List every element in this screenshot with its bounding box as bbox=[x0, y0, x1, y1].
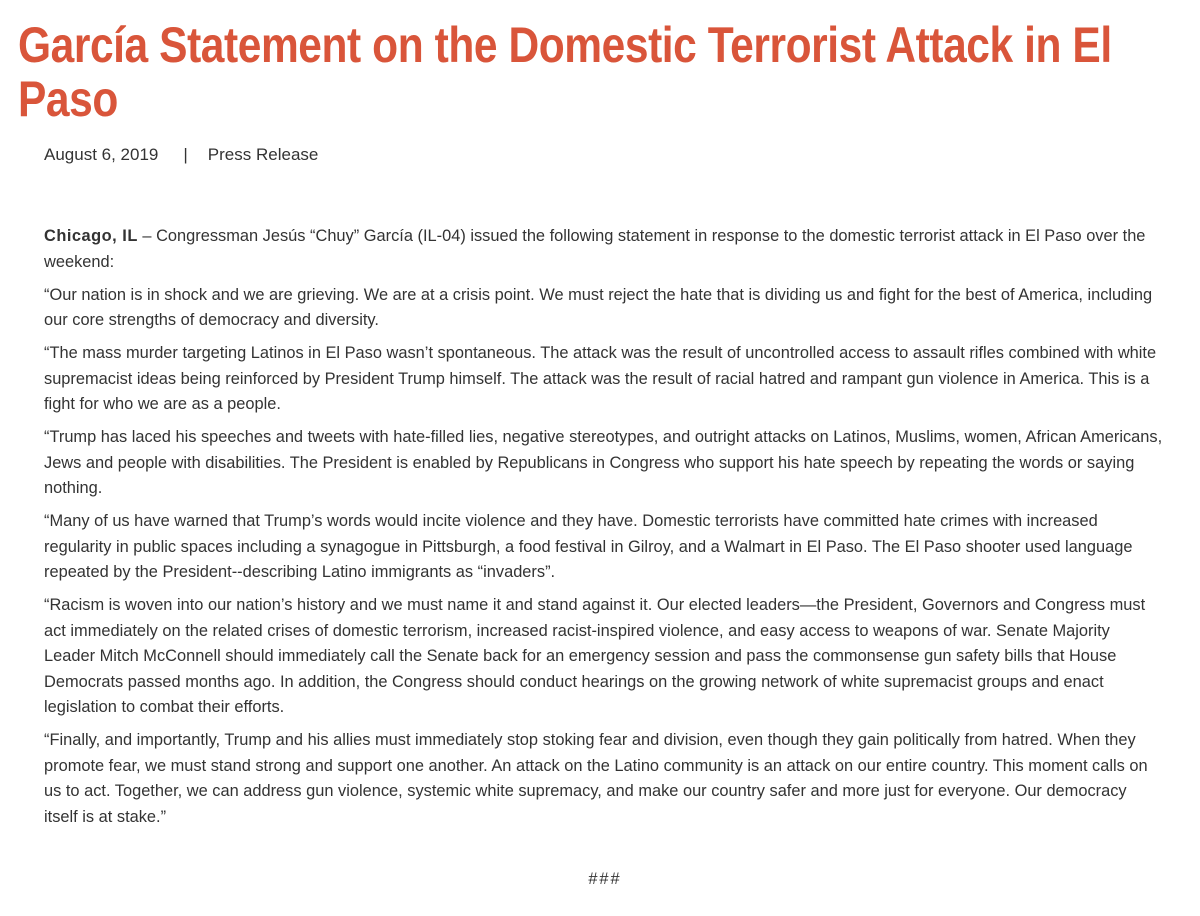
article-body bbox=[44, 224, 1164, 838]
meta-separator: | bbox=[183, 145, 188, 164]
body-paragraph: “Our nation is in shock and we are grieving. We are at a crisis point. We must reject the hate that is dividing us and fight for the best of America, including our core strengths of democracy and diversity. bbox=[44, 285, 1153, 329]
body-paragraph: “Trump has laced his speeches and tweets with hate-filled lies, negative stereotypes, and outright attacks on Latinos, Muslims, women, African Americans, Jews and people with disabilities. The President is enabled by Republicans in Congress who support his hate speech by repeating the words or saying nothing. bbox=[44, 428, 1163, 497]
article-title bbox=[18, 17, 1112, 127]
article-title-text: García Statement on the Domestic Terrorist Attack in El Paso bbox=[18, 17, 1112, 127]
category-label: Press Release bbox=[207, 145, 319, 164]
body-paragraph: “The mass murder targeting Latinos in El Paso wasn’t spontaneous. The attack was the result of uncontrolled access to assault rifles combined with white supremacist ideas being reinforced by President Trump himself. The attack was the result of racial hatred and rampant gun violence in America. This is a fight for who we are as a people. bbox=[44, 344, 1157, 413]
article-meta bbox=[44, 145, 318, 165]
body-paragraph: “Many of us have warned that Trump’s words would incite violence and they have. Domestic terrorists have committed hate crimes with increased regularity in public spaces including a synagogue in Pittsburgh, a food festival in Gilroy, and a Walmart in El Paso. The El Paso shooter used language repeated by the President--describing Latino immigrants as “invaders”. bbox=[44, 512, 1133, 581]
dateline-location: Chicago, IL bbox=[44, 227, 138, 245]
end-mark: ### bbox=[588, 870, 622, 888]
publish-date: August 6, 2019 bbox=[44, 145, 159, 164]
body-paragraph: “Racism is woven into our nation’s history and we must name it and stand against it. Our elected leaders—the President, Governors and Congress must act immediately on the related crises of domestic terrorism, increased racist-inspired violence, and easy access to weapons of war. Senate Majority Leader Mitch McConnell should immediately call the Senate back for an emergency session and pass the commonsense gun safety bills that House Democrats passed months ago. In addition, the Congress should conduct hearings on the growing network of white supremacist groups and enact legislation to combat their efforts. bbox=[44, 596, 1146, 716]
intro-paragraph bbox=[44, 224, 1164, 275]
body-paragraph: “Finally, and importantly, Trump and his allies must immediately stop stoking fear and division, even though they gain politically from hatred. When they promote fear, we must stand strong and support one another. An attack on the Latino community is an attack on our entire country. This moment calls on us to act. Together, we can address gun violence, systemic white supremacy, and make our country safer and more just for everyone. Our democracy itself is at stake.” bbox=[44, 731, 1148, 826]
intro-text: – Congressman Jesús “Chuy” García (IL-04) issued the following statement in response to the domestic terrorist attack in El Paso over the weekend: bbox=[44, 227, 1146, 271]
